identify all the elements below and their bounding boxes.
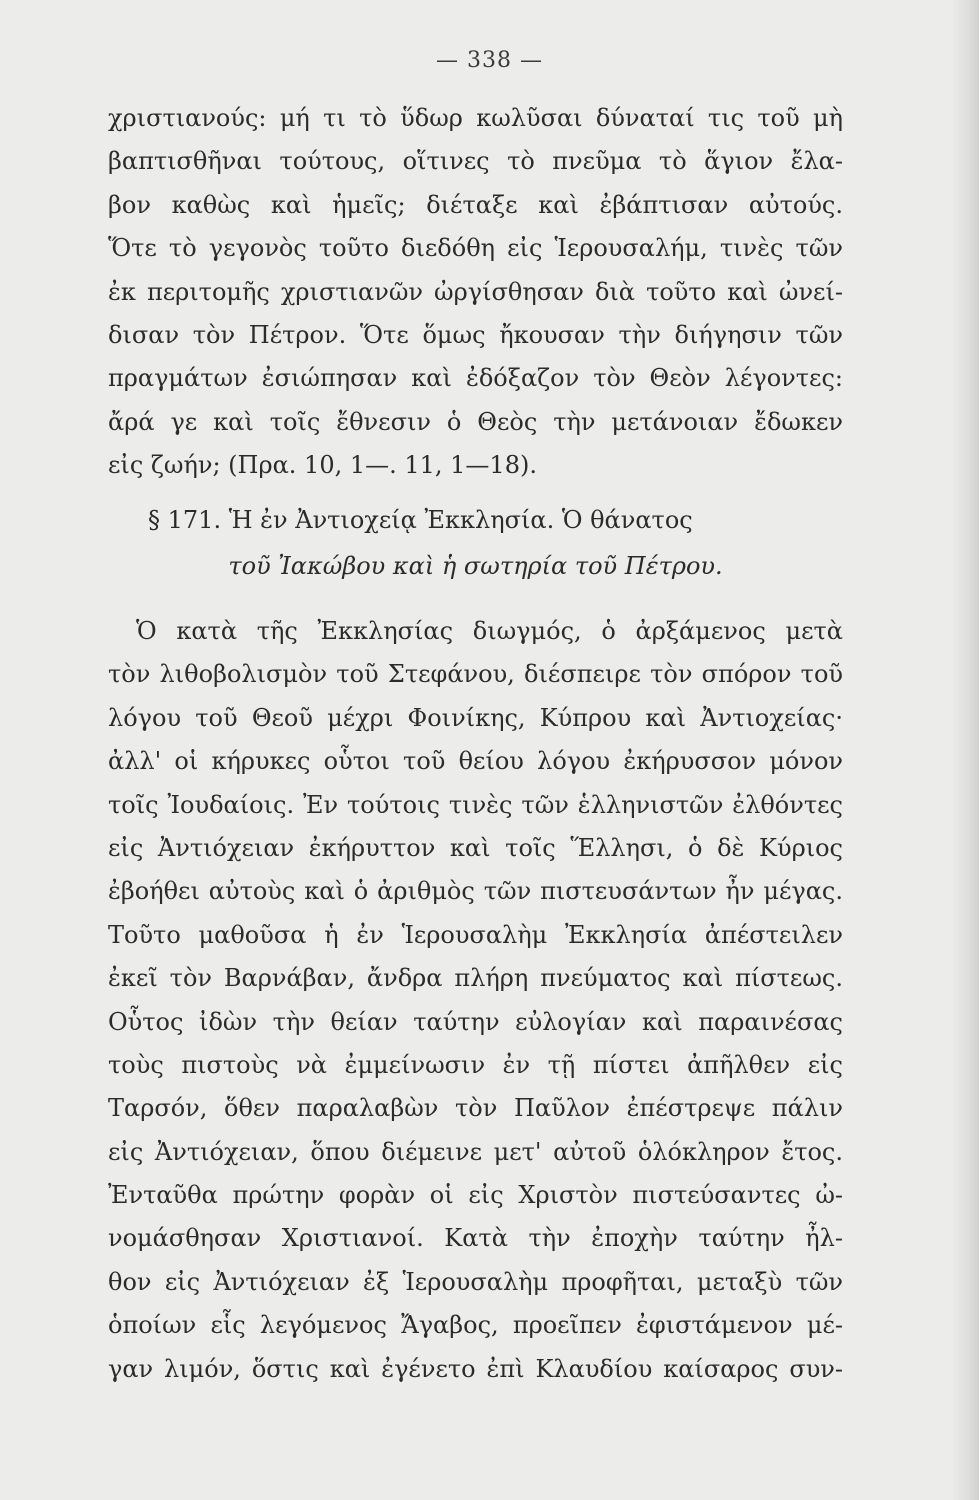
text-line: ἄρά γε καὶ τοῖς ἔθνεσιν ὁ Θεὸς τὴν μετάνοιαν ἔδωκεν [108, 407, 843, 436]
text-line: τοὺς πιστοὺς νὰ ἐμμείνωσιν ἐν τῇ πίστει ἀπῆλθεν εἰς [108, 1050, 843, 1079]
page-number: — 338 — [436, 48, 543, 73]
text-line: θον εἰς Ἀντιόχειαν ἐξ Ἱερουσαλὴμ προφῆται, μεταξὺ τῶν [108, 1267, 843, 1296]
text-line: ἐβοήθει αὐτοὺς καὶ ὁ ἀριθμὸς τῶν πιστευσάντων ἦν μέγας. [108, 877, 843, 906]
text-line: Ὅτε τὸ γεγονὸς τοῦτο διεδόθη εἰς Ἱερουσαλήμ, τινὲς τῶν [108, 234, 843, 263]
text-line: βαπτισθῆναι τούτους, οἵτινες τὸ πνεῦμα τὸ ἅγιον ἔλα- [108, 147, 843, 176]
section-heading-line-2: τοῦ Ἰακώβου καὶ ἡ σωτηρία τοῦ Πέτρου. [228, 552, 723, 580]
text-line: εἰς Ἀντιόχειαν ἐκήρυττον καὶ τοῖς Ἕλλησι, ὁ δὲ Κύριος [108, 833, 843, 862]
text-line: ἐκ περιτομῆς χριστιανῶν ὠργίσθησαν διὰ τοῦτο καὶ ὠνεί- [108, 277, 843, 306]
text-line: βον καθὼς καὶ ἡμεῖς; διέταξε καὶ ἐβάπτισαν αὐτούς. [108, 190, 843, 219]
second-text-block [108, 610, 843, 1391]
text-line: χριστιανούς: μή τι τὸ ὕδωρ κωλῦσαι δύναταί τις τοῦ μὴ [108, 104, 843, 132]
text-line: Τοῦτο μαθοῦσα ἡ ἐν Ἱερουσαλὴμ Ἐκκλησία ἀπέστειλεν [108, 920, 843, 949]
first-text-block [108, 97, 843, 488]
text-line: εἰς Ἀντιόχειαν, ὅπου διέμεινε μετ' αὐτοῦ ὁλόκληρον ἔτος. [108, 1137, 843, 1166]
text-line: τοῖς Ἰουδαίοις. Ἐν τούτοις τινὲς τῶν ἑλληνιστῶν ἐλθόντες [108, 790, 843, 819]
text-line: Οὗτος ἰδὼν τὴν θείαν ταύτην εὐλογίαν καὶ παραινέσας [108, 1007, 843, 1036]
text-line: λόγου τοῦ Θεοῦ μέχρι Φοινίκης, Κύπρου καὶ Ἀντιοχείας· [108, 703, 843, 732]
section-heading [108, 497, 843, 589]
section-heading-line-1: § 171. Ἡ ἐν Ἀντιοχείᾳ Ἐκκλησία. Ὁ θάνατος [148, 506, 693, 534]
text-line: Ὁ κατὰ τῆς Ἐκκλησίας διωγμός, ὁ ἀρξάμενος μετὰ [136, 617, 843, 645]
page-edge-shadow [951, 0, 979, 1500]
text-line: δισαν τὸν Πέτρον. Ὅτε ὅμως ἤκουσαν τὴν διήγησιν τῶν [108, 320, 843, 349]
text-line: γαν λιμόν, ὅστις καὶ ἐγένετο ἐπὶ Κλαυδίου καίσαρος συν- [108, 1354, 843, 1383]
text-line: ἐκεῖ τὸν Βαρνάβαν, ἄνδρα πλήρη πνεύματος καὶ πίστεως. [108, 964, 843, 993]
text-line: τὸν λιθοβολισμὸν τοῦ Στεφάνου, διέσπειρε τὸν σπόρον τοῦ [108, 660, 843, 689]
text-line: ὁποίων εἷς λεγόμενος Ἄγαβος, προεῖπεν ἐφιστάμενον μέ- [108, 1311, 843, 1340]
text-line: πραγμάτων ἐσιώπησαν καὶ ἐδόξαζον τὸν Θεὸν λέγοντες: [108, 364, 843, 393]
text-line: εἰς ζωήν; (Πρα. 10, 1—. 11, 1—18). [108, 451, 537, 480]
text-line: Ταρσόν, ὅθεν παραλαβὼν τὸν Παῦλον ἐπέστρεψε πάλιν [108, 1094, 843, 1123]
text-line: Ἐνταῦθα πρώτην φορὰν οἱ εἰς Χριστὸν πιστεύσαντες ὠ- [108, 1181, 843, 1210]
text-line: νομάσθησαν Χριστιανοί. Κατὰ τὴν ἐποχὴν ταύτην ἦλ- [108, 1224, 843, 1253]
text-line: ἀλλ' οἱ κήρυκες οὗτοι τοῦ θείου λόγου ἐκήρυσσον μόνον [108, 747, 843, 776]
